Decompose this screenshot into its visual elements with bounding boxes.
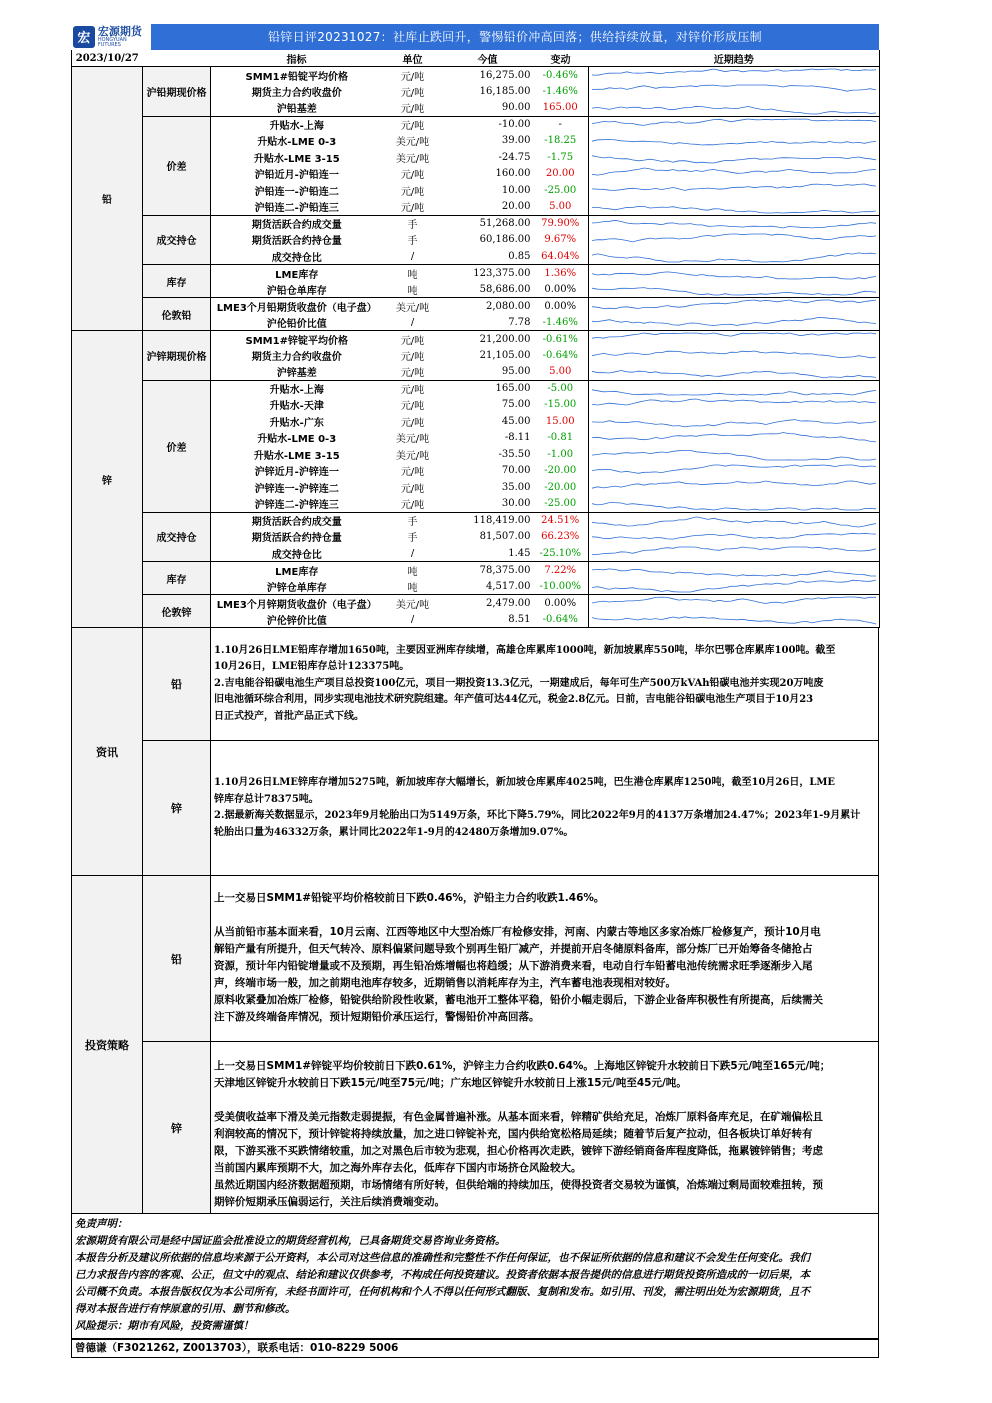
indicator-unit: 元/吨 [400, 351, 425, 363]
indicator-name: 沪铅连二-沪铅连三 [211, 199, 383, 216]
indicator-change: 79.90% [541, 218, 580, 229]
indicator-unit: 元/吨 [383, 100, 443, 117]
section-label: 铅 [72, 67, 143, 331]
indicator-name: 期货活跃合约持仓量 [251, 236, 342, 248]
indicator-change: -10.00% [533, 578, 589, 595]
zinc-section [72, 331, 880, 628]
group-label: 沪铅期现价格 [143, 67, 211, 117]
indicator-value: 58,686.00 [443, 281, 533, 298]
report-title: 铅锌日评20231027：社库止跌回升，警惕铅价冲高回落；供给持续放量，对锌价形成压制 [151, 24, 879, 50]
news-zinc-label: 锌 [143, 741, 211, 875]
indicator-unit: 手 [407, 236, 418, 248]
indicator-name: 升贴水-广东 [269, 417, 324, 429]
trend-sparkline [589, 463, 880, 480]
indicator-name: 期货活跃合约成交量 [251, 220, 342, 231]
news-section [71, 628, 879, 876]
indicator-change: 66.23% [541, 531, 580, 543]
indicator-value: 35.00 [501, 481, 531, 493]
trend-sparkline [589, 397, 880, 414]
indicator-value: -8.11 [504, 432, 531, 444]
indicator-unit: 元/吨 [400, 483, 425, 495]
indicator-name: LME3个月锌期货收盘价（电子盘） [216, 599, 377, 611]
news-lead-text [211, 628, 878, 740]
indicator-change: 9.67% [544, 234, 577, 246]
group-label: 价差 [143, 116, 211, 215]
indicator-change: 20.00 [545, 168, 575, 180]
strategy-zinc-row [143, 1042, 878, 1213]
indicator-name: 沪锌连二-沪锌连三 [211, 496, 383, 513]
contact-info: 曾德谦（F3021262, Z0013703），联系电话：010-8229 5006 [71, 1339, 879, 1358]
indicator-value: 45.00 [501, 415, 531, 427]
trend-sparkline [589, 496, 880, 513]
indicator-value: 78,375.00 [479, 564, 531, 576]
trend-sparkline [589, 512, 880, 529]
text-line: 旧电池循环综合利用，同步实现电池技术研究院组建。年产值可达44亿元，税金2.8亿元。日前，吉电能谷铅碳电池生产项目于10月23 [214, 694, 814, 706]
indicator-change: 1.36% [544, 267, 577, 279]
text-line: 上一交易日SMM1#铅锭平均价格较前日下跌0.46%，沪铅主力合约收跌1.46%。 [214, 892, 605, 904]
indicator-change: -0.81 [547, 432, 574, 444]
indicator-change: -0.64% [533, 611, 589, 628]
text-line: 免责声明： [75, 1218, 128, 1230]
trend-sparkline [589, 116, 880, 133]
indicator-change: -1.00 [547, 448, 574, 460]
trend-sparkline [589, 166, 880, 183]
indicator-name: 成交持仓比 [211, 545, 383, 562]
indicator-unit: 美元/吨 [395, 599, 430, 611]
trend-sparkline [589, 611, 880, 628]
indicator-change: 0.00% [533, 281, 589, 298]
news-zinc-row [143, 741, 878, 875]
indicator-name: LME3个月铅期货收盘价（电子盘） [216, 302, 377, 314]
trend-sparkline [589, 248, 880, 265]
indicator-unit: 元/吨 [383, 496, 443, 513]
text-line: 已力求报告内容的客观、公正，但文中的观点、结论和建议仅供参考，不构成任何投资建议。投资者依据本报告提供的信息进行期货投资所造成的一切后果，本 [75, 1269, 810, 1281]
indicator-change: 5.00 [533, 199, 589, 216]
indicator-name: SMM1#铅锭平均价格 [245, 71, 348, 83]
text-line: 1.10月26日LME锌库存增加5275吨，新加坡库存大幅增长，新加坡仓库累库4025吨，巴生港仓库累库1250吨，截至10月26日，LME [214, 777, 836, 788]
trend-sparkline [589, 133, 880, 150]
text-line: 上一交易日SMM1#锌锭平均价较前日下跌0.61%，沪锌主力合约收跌0.64%。上海地区锌锭升水较前日下跌5元/吨至165元/吨； [214, 1060, 831, 1072]
indicator-name: 沪铅近月-沪铅连一 [254, 170, 339, 182]
indicator-value: 16,185.00 [479, 85, 531, 97]
indicator-unit: 元/吨 [383, 199, 443, 216]
lead-section [72, 67, 880, 331]
indicator-name: 沪伦锌价比值 [211, 611, 383, 628]
indicator-unit: / [383, 545, 443, 562]
strategy-zinc-text [211, 1042, 878, 1213]
table-row [72, 380, 880, 397]
indicator-value: 20.00 [443, 199, 533, 216]
indicator-value: 7.78 [443, 314, 533, 331]
group-label: 价差 [143, 380, 211, 512]
group-label: 成交持仓 [143, 512, 211, 562]
trend-sparkline [589, 364, 880, 381]
strategy-label: 投资策略 [72, 876, 143, 1213]
indicator-name: 升贴水-上海 [269, 385, 324, 396]
text-line: 得对本报告进行有悖原意的引用、删节和修改。 [75, 1303, 296, 1315]
text-line: 天津地区锌锭升水较前日下跌15元/吨至75元/吨；广东地区锌锭升水较前日上涨15元/吨至45元/吨。 [214, 1077, 687, 1089]
indicator-change: -15.00 [544, 399, 577, 411]
table-row [72, 331, 880, 348]
text-line: 利润较高的情况下，预计锌锭将持续放量，加之进口锌锭补充，国内供给宽松格局延续；随着节后复产拉动，但各板块订单好转有 [214, 1128, 813, 1140]
group-label: 伦敦锌 [143, 595, 211, 628]
text-line: 期锌价短期承压偏弱运行，关注后续消费端变动。 [214, 1196, 445, 1208]
report-header [71, 24, 879, 50]
group-label: 沪锌期现价格 [143, 331, 211, 381]
indicator-value: 75.00 [501, 399, 531, 411]
news-label: 资讯 [72, 628, 143, 875]
text-line: 虽然近期国内经济数据超预期，市场情绪有所好转，但供给端的持续加压，使得投资者交易较为谨慎，冶炼端过剩局面较难扭转，预 [214, 1179, 823, 1191]
text-line: 公司概不负责。本报告版权仅为本公司所有，未经书面许可，任何机构和个人不得以任何形式翻版、复制和发布。如引用、刊发，需注明出处为宏源期货，且不 [75, 1286, 810, 1298]
indicator-name: 升贴水-LME 3-15 [253, 153, 340, 165]
indicator-value: -10.00 [498, 119, 531, 130]
table-row [72, 298, 880, 315]
indicator-change: - [558, 119, 562, 130]
indicator-unit: 元/吨 [400, 335, 425, 347]
indicator-name: 期货主力合约收盘价 [251, 87, 342, 99]
logo-cn-text: 宏源期货 [97, 24, 142, 38]
text-line: 2.据最新海关数据显示，2023年9月轮胎出口为5149万条，环比下降5.79%，同比2022年9月的4137万条增加24.47%；2023年1-9月累计 [214, 810, 861, 821]
trend-sparkline [589, 413, 880, 430]
trend-sparkline [589, 215, 880, 232]
group-label: 成交持仓 [143, 215, 211, 265]
text-line: 本报告分析及建议所依据的信息均来源于公开资料，本公司对这些信息的准确性和完整性不作任何保证，也不保证所依据的信息和建议不会发生任何变化。我们 [75, 1252, 810, 1264]
indicator-value: 39.00 [501, 135, 531, 147]
indicator-name: 期货活跃合约成交量 [251, 517, 342, 528]
indicator-unit: 美元/吨 [395, 450, 430, 462]
indicator-unit: 美元/吨 [395, 153, 430, 165]
trend-sparkline [589, 430, 880, 447]
indicator-name: SMM1#锌锭平均价格 [245, 335, 348, 347]
text-line: 轮胎出口量为46332万条，累计同比2022年1-9月的42480万条增加9.07%。 [214, 826, 574, 838]
trend-sparkline [589, 479, 880, 496]
trend-sparkline [589, 100, 880, 117]
strategy-lead-row [143, 876, 878, 1042]
indicator-unit: 元/吨 [400, 170, 425, 182]
trend-sparkline [589, 149, 880, 166]
indicator-name: 升贴水-上海 [269, 121, 324, 132]
trend-sparkline [589, 83, 880, 100]
indicator-change: -25.00 [544, 184, 577, 196]
report-date: 2023/10/27 [72, 50, 143, 67]
indicator-change: -18.25 [544, 135, 577, 147]
trend-sparkline [589, 265, 880, 282]
text-line: 宏源期货有限公司是经中国证监会批准设立的期货经营机构，已具备期货交易咨询业务资格。 [75, 1235, 506, 1247]
trend-sparkline [589, 199, 880, 216]
indicator-change: 5.00 [533, 364, 589, 381]
trend-sparkline [589, 298, 880, 315]
indicator-name: 沪铅连一-沪铅连二 [254, 186, 339, 198]
trend-sparkline [589, 446, 880, 463]
text-line: 风险提示：期市有风险，投资需谨慎！ [75, 1320, 254, 1332]
indicator-name: 沪锌仓单库存 [211, 578, 383, 595]
indicator-value: 0.85 [443, 248, 533, 265]
indicator-change: -1.46% [533, 314, 589, 331]
table-row [72, 595, 880, 612]
indicator-unit: 元/吨 [400, 87, 425, 99]
indicator-unit: 元/吨 [400, 385, 425, 396]
indicator-name: 沪铅基差 [211, 100, 383, 117]
header-unit: 单位 [383, 50, 443, 67]
indicator-unit: 元/吨 [400, 401, 425, 413]
indicator-change: 0.00% [544, 597, 577, 609]
indicator-name: 期货活跃合约持仓量 [251, 533, 342, 545]
indicator-value: 160.00 [495, 168, 531, 180]
trend-sparkline [589, 595, 880, 612]
indicator-value: 123,375.00 [473, 267, 531, 279]
indicator-name: 沪锌连一-沪锌连二 [254, 483, 339, 495]
indicator-change: -1.46% [542, 85, 578, 97]
indicator-value: 8.51 [443, 611, 533, 628]
text-line: 原料收紧叠加冶炼厂检修，铅锭供给阶段性收紧，蓄电池开工整体平稳，铅价小幅走弱后，下游企业备库积极性有所提高，后续需关 [214, 994, 823, 1006]
strategy-section [71, 876, 879, 1214]
trend-sparkline [589, 578, 880, 595]
indicator-name: 沪伦铅价比值 [211, 314, 383, 331]
indicator-value: 10.00 [501, 184, 531, 196]
indicator-unit: 元/吨 [400, 71, 425, 83]
indicator-change: 64.04% [533, 248, 589, 265]
indicator-change: -1.75 [547, 151, 574, 163]
header-change: 变动 [533, 50, 589, 67]
indicator-change: -20.00 [544, 481, 577, 493]
indicator-unit: / [383, 248, 443, 265]
indicator-unit: 元/吨 [400, 121, 425, 132]
trend-sparkline [589, 331, 880, 348]
company-logo [71, 24, 151, 50]
indicator-name: 沪锌基差 [211, 364, 383, 381]
market-data-table [71, 50, 880, 628]
table-row [72, 562, 880, 579]
indicator-value: 118,419.00 [473, 515, 531, 526]
indicator-change: -25.10% [533, 545, 589, 562]
indicator-change: 0.00% [544, 300, 577, 312]
logo-en-text: HONGYUAN FUTURES [97, 36, 127, 48]
indicator-unit: 元/吨 [383, 364, 443, 381]
indicator-value: 70.00 [501, 465, 531, 477]
news-lead-row [143, 628, 878, 741]
disclaimer [71, 1214, 879, 1339]
strategy-lead-label: 铅 [143, 876, 211, 1041]
text-line: 10月26日，LME铅库存总计123375吨。 [214, 661, 410, 673]
indicator-unit: 手 [407, 220, 418, 231]
group-label: 库存 [143, 562, 211, 595]
report-page [71, 24, 879, 1358]
trend-sparkline [589, 281, 880, 298]
text-line: 从当前铅市基本面来看，10月云南、江西等地区中大型冶炼厂有检修安排，河南、内蒙古等地区多家冶炼厂检修复产，预计10月电 [214, 926, 821, 938]
indicator-value: 21,105.00 [479, 349, 531, 361]
indicator-name: 成交持仓比 [211, 248, 383, 265]
text-line: 受美债收益率下滑及美元指数走弱提振，有色金属普遍补涨。从基本面来看，锌精矿供给充足，冶炼厂原料备库充足，在矿端偏松且 [214, 1111, 823, 1123]
indicator-change: -20.00 [544, 465, 577, 477]
header-indicator: 指标 [211, 50, 383, 67]
table-row [72, 215, 880, 232]
indicator-value: 2,479.00 [485, 597, 531, 609]
indicator-unit: 吨 [407, 269, 418, 281]
indicator-unit: 吨 [383, 281, 443, 298]
indicator-name: 沪锌近月-沪锌连一 [254, 467, 339, 479]
indicator-change: -0.61% [542, 333, 578, 345]
indicator-value: 2,080.00 [485, 300, 531, 312]
indicator-unit: 美元/吨 [395, 137, 430, 149]
text-line: 2.吉电能谷铅碳电池生产项目总投资100亿元，项目一期投资13.3亿元，一期建成后，每年可生产500万kVAh铅碳电池并实现20万吨废 [214, 677, 824, 689]
indicator-unit: 吨 [407, 566, 418, 578]
trend-sparkline [589, 347, 880, 364]
indicator-value: 30.00 [443, 496, 533, 513]
text-line: 声，终端市场一般，加之前期电池库存较多，近期销售以消耗库存为主，汽车蓄电池表现相对较好。 [214, 977, 676, 989]
indicator-name: 期货主力合约收盘价 [251, 351, 342, 363]
indicator-value: 81,507.00 [479, 531, 531, 543]
trend-sparkline [589, 380, 880, 397]
indicator-value: 16,275.00 [479, 69, 531, 81]
indicator-name: 升贴水-LME 0-3 [257, 434, 337, 446]
strategy-lead-text [211, 876, 878, 1041]
indicator-unit: 手 [407, 517, 418, 528]
indicator-change: -5.00 [547, 383, 574, 394]
logo-icon: 宏 [73, 26, 95, 48]
trend-sparkline [589, 545, 880, 562]
indicator-value: 165.00 [495, 383, 531, 394]
indicator-value: 60,186.00 [479, 234, 531, 246]
indicator-name: 升贴水-天津 [269, 401, 324, 413]
trend-sparkline [589, 182, 880, 199]
group-label: 伦敦铅 [143, 298, 211, 331]
indicator-unit: 元/吨 [400, 186, 425, 198]
header-today: 今值 [443, 50, 533, 67]
indicator-value: -24.75 [498, 151, 531, 163]
trend-sparkline [589, 232, 880, 249]
group-label: 库存 [143, 265, 211, 298]
indicator-unit: 美元/吨 [395, 434, 430, 446]
table-row [72, 116, 880, 133]
text-line: 注下游及终端备库情况，预计短期铅价承压运行，警惕铅价冲高回落。 [214, 1011, 540, 1023]
trend-sparkline [589, 67, 880, 84]
indicator-change: 15.00 [545, 415, 575, 427]
indicator-name: 升贴水-LME 3-15 [253, 450, 340, 462]
table-row [72, 67, 880, 84]
text-line: 当前国内累库预期不大，加之海外库存去化，低库存下国内市场挤仓风险较大。 [214, 1162, 582, 1174]
trend-sparkline [589, 529, 880, 546]
indicator-value: 21,200.00 [479, 333, 531, 345]
trend-sparkline [589, 314, 880, 331]
text-line: 解铅产量有所提升，但天气转冷、原料偏紧问题导致个别再生铅厂减产，并提前开启冬储原料备库，部分炼厂已开始筹备冬储抢占 [214, 943, 813, 955]
indicator-change: -0.64% [542, 349, 578, 361]
table-header-row [72, 50, 880, 67]
indicator-name: LME库存 [275, 269, 319, 281]
header-trend: 近期趋势 [589, 50, 880, 67]
indicator-value: 51,268.00 [479, 218, 531, 229]
indicator-unit: / [383, 611, 443, 628]
indicator-change: 24.51% [541, 515, 580, 526]
indicator-value: 1.45 [443, 545, 533, 562]
indicator-unit: 吨 [383, 578, 443, 595]
indicator-change: 7.22% [544, 564, 577, 576]
indicator-value: 4,517.00 [443, 578, 533, 595]
indicator-value: 95.00 [443, 364, 533, 381]
strategy-zinc-label: 锌 [143, 1042, 211, 1213]
indicator-change: -25.00 [533, 496, 589, 513]
text-line: 限，下游买涨不买跌情绪较重，加之对黑色后市较为悲观，担心价格再次走跌，镀锌下游经销商备库程度降低，拖累镀锌销售；考虑 [214, 1145, 823, 1157]
indicator-unit: / [383, 314, 443, 331]
section-label: 锌 [72, 331, 143, 628]
indicator-unit: 元/吨 [400, 467, 425, 479]
indicator-name: 升贴水-LME 0-3 [257, 137, 337, 149]
indicator-unit: 手 [407, 533, 418, 545]
trend-sparkline [589, 562, 880, 579]
indicator-change: 165.00 [533, 100, 589, 117]
indicator-value: 90.00 [443, 100, 533, 117]
text-line: 锌库存总计78375吨。 [214, 793, 319, 805]
text-line: 资源，预计年内铅锭增量或不及预期，再生铅冶炼增幅也将趋缓；从下游消费来看，电动自行车铅蓄电池传统需求旺季逐渐步入尾 [214, 960, 813, 972]
indicator-change: -0.46% [542, 69, 578, 81]
text-line: 日正式投产，首批产品正式下线。 [214, 710, 364, 722]
news-zinc-text [211, 741, 878, 875]
indicator-name: 沪铅仓单库存 [211, 281, 383, 298]
indicator-unit: 美元/吨 [395, 302, 430, 314]
text-line: 1.10月26日LME铅库存增加1650吨，主要因亚洲库存续增，高雄仓库累库1000吨，新加坡累库550吨，毕尔巴鄂仓库累库100吨。截至 [214, 644, 836, 656]
indicator-unit: 元/吨 [400, 417, 425, 429]
table-row [72, 265, 880, 282]
indicator-value: -35.50 [498, 448, 531, 460]
news-lead-label: 铅 [143, 628, 211, 740]
table-row [72, 512, 880, 529]
indicator-name: LME库存 [275, 566, 319, 578]
